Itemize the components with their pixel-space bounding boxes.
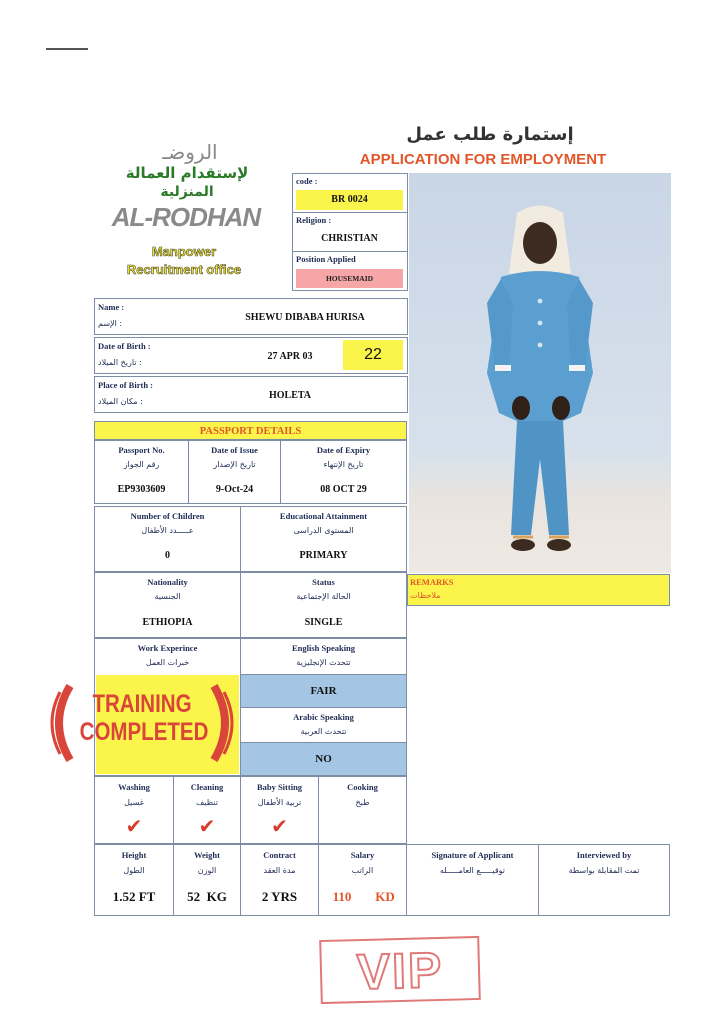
signature-cell bbox=[406, 844, 539, 916]
interview-cell bbox=[538, 844, 670, 916]
english-value: FAIR bbox=[310, 685, 337, 697]
passport-number-value: EP9303609 bbox=[117, 484, 166, 495]
passport-expiry-label: Date of Expiry bbox=[316, 445, 371, 455]
nationality-cell bbox=[94, 572, 241, 638]
arabic-value-cell bbox=[240, 742, 407, 776]
skill-washing-cell bbox=[94, 776, 174, 844]
contract-label: Contract bbox=[263, 850, 296, 860]
name-label-arabic: الإسم : bbox=[98, 319, 123, 328]
code-value: BR 0024 bbox=[296, 190, 403, 210]
vip-stamp-text: VIP bbox=[356, 941, 445, 1001]
signature-label: Signature of Applicant bbox=[431, 850, 514, 860]
passport-expiry-label-arabic: تاريخ الإنتهاء bbox=[323, 460, 364, 469]
passport-issue-cell bbox=[188, 440, 281, 504]
skill-babysitting-cell bbox=[240, 776, 319, 844]
dob-label: Date of Birth : bbox=[98, 341, 151, 351]
english-label-cell bbox=[240, 638, 407, 675]
dob-label-arabic: تاريخ الميلاد : bbox=[98, 358, 142, 367]
training-stamp-line2: COMPLETED bbox=[79, 718, 209, 746]
position-box bbox=[292, 251, 408, 291]
name-label: Name : bbox=[98, 302, 125, 312]
skill-cleaning-check-icon: ✔ bbox=[198, 814, 216, 838]
children-value: 0 bbox=[165, 550, 170, 561]
weight-cell bbox=[173, 844, 241, 916]
salary-label: Salary bbox=[350, 850, 375, 860]
salary-value: 110 bbox=[332, 889, 352, 904]
pob-label: Place of Birth : bbox=[98, 380, 153, 390]
salary-label-arabic: الراتب bbox=[351, 866, 374, 875]
skill-cleaning-label-arabic: تنظيف bbox=[196, 798, 218, 807]
title-english: APPLICATION FOR EMPLOYMENT bbox=[359, 151, 607, 168]
logo-sub1: Manpower bbox=[151, 244, 217, 259]
work-experience-label-arabic: خبرات العمل bbox=[145, 658, 190, 667]
position-label: Position Applied bbox=[296, 254, 356, 264]
education-label: Educational Attainment bbox=[279, 511, 368, 521]
code-label: code : bbox=[296, 176, 318, 186]
logo-line2-arabic: المنزلية bbox=[160, 184, 214, 200]
contract-cell bbox=[240, 844, 319, 916]
passport-section-title: PASSPORT DETAILS bbox=[94, 421, 407, 440]
arabic-label-arabic: تتحدث العربية bbox=[300, 727, 347, 736]
religion-box bbox=[292, 212, 408, 252]
english-label: English Speaking bbox=[291, 643, 356, 653]
english-value-cell bbox=[240, 674, 407, 708]
arabic-value: NO bbox=[315, 753, 332, 765]
applicant-figure bbox=[409, 173, 671, 573]
height-value: 1.52 FT bbox=[112, 889, 156, 904]
status-label-arabic: الحالة الإجتماعية bbox=[296, 592, 351, 601]
age-value: 22 bbox=[343, 340, 403, 370]
children-label: Number of Children bbox=[130, 511, 205, 521]
skill-cleaning-cell bbox=[173, 776, 241, 844]
passport-issue-value: 9-Oct-24 bbox=[215, 484, 254, 495]
interview-label-arabic: تمت المقابلة بواسطة bbox=[568, 866, 640, 875]
passport-expiry-value: 08 OCT 29 bbox=[320, 484, 367, 495]
salary-cell bbox=[318, 844, 407, 916]
passport-number-cell bbox=[94, 440, 189, 504]
children-label-arabic: عـــــدد الأطفال bbox=[141, 526, 194, 535]
status-label: Status bbox=[312, 577, 335, 587]
passport-expiry-cell bbox=[280, 440, 407, 504]
pob-row bbox=[94, 376, 408, 413]
applicant-photo bbox=[409, 173, 671, 573]
logo-sub2: Recruitment office bbox=[126, 262, 242, 277]
height-label: Height bbox=[121, 850, 147, 860]
position-value: HOUSEMAID bbox=[296, 269, 403, 288]
skill-washing-check-icon: ✔ bbox=[125, 814, 143, 838]
weight-value: 52 KG bbox=[187, 889, 227, 904]
arabic-label: Arabic Speaking bbox=[293, 712, 354, 722]
training-stamp-line1: TRAINING bbox=[92, 690, 192, 718]
passport-issue-label-arabic: تاريخ الإصدار bbox=[213, 460, 256, 469]
logo-brand: AL-RODHAN bbox=[111, 202, 261, 232]
remarks-label: REMARKS bbox=[410, 577, 454, 587]
english-label-arabic: تتحدث الإنجليزية bbox=[296, 658, 351, 667]
skill-cleaning-label: Cleaning bbox=[190, 782, 224, 792]
remarks-label-arabic: ملاحظات bbox=[410, 591, 441, 600]
status-cell bbox=[240, 572, 407, 638]
passport-issue-label: Date of Issue bbox=[211, 445, 258, 455]
vip-stamp bbox=[319, 936, 481, 1004]
contract-label-arabic: مدة العقد bbox=[263, 866, 296, 875]
training-completed-stamp bbox=[46, 682, 238, 764]
pob-value: HOLETA bbox=[268, 390, 312, 401]
nationality-label: Nationality bbox=[147, 577, 188, 587]
logo-line1-arabic: لإستقدام العمالة bbox=[125, 164, 249, 182]
religion-value: CHRISTIAN bbox=[321, 233, 378, 244]
arabic-label-cell bbox=[240, 707, 407, 743]
passport-number-label-arabic: رقم الجواز bbox=[123, 460, 160, 469]
religion-label: Religion : bbox=[296, 215, 332, 225]
work-experience-label: Work Experince bbox=[137, 643, 198, 653]
title-arabic: إستمارة طلب عمل bbox=[406, 124, 574, 145]
skill-cooking-label: Cooking bbox=[347, 782, 378, 792]
weight-label-arabic: الوزن bbox=[197, 866, 217, 875]
logo bbox=[96, 140, 286, 280]
passport-number-label: Passport No. bbox=[118, 445, 165, 455]
education-value: PRIMARY bbox=[299, 550, 348, 561]
scan-mark bbox=[46, 48, 88, 50]
education-cell bbox=[240, 506, 407, 572]
status-value: SINGLE bbox=[304, 617, 343, 628]
nationality-value: ETHIOPIA bbox=[142, 617, 193, 628]
skill-babysitting-check-icon: ✔ bbox=[271, 814, 288, 838]
dob-row bbox=[94, 337, 408, 374]
salary-unit: KD bbox=[375, 889, 395, 904]
dob-value: 27 APR 03 bbox=[267, 351, 313, 362]
signature-label-arabic: توقيـــــع العامـــــله bbox=[439, 866, 505, 875]
skill-washing-label-arabic: غسيل bbox=[124, 798, 144, 807]
height-label-arabic: الطول bbox=[123, 866, 145, 875]
skill-babysitting-label-arabic: تربية الأطفال bbox=[257, 798, 302, 807]
interview-label: Interviewed by bbox=[576, 850, 632, 860]
nationality-label-arabic: الجنسية bbox=[154, 592, 181, 601]
contract-value: 2 YRS bbox=[261, 889, 298, 904]
skill-cooking-label-arabic: طبخ bbox=[355, 798, 370, 807]
skill-cooking-cell bbox=[318, 776, 407, 844]
education-label-arabic: المستوى الدراسى bbox=[293, 526, 354, 535]
pob-label-arabic: مكان الميلاد : bbox=[98, 397, 143, 406]
children-cell bbox=[94, 506, 241, 572]
name-value: SHEWU DIBABA HURISA bbox=[245, 312, 365, 323]
remarks-box bbox=[407, 574, 670, 606]
skill-washing-label: Washing bbox=[118, 782, 150, 792]
height-cell bbox=[94, 844, 174, 916]
code-box bbox=[292, 173, 408, 213]
name-row bbox=[94, 298, 408, 335]
skill-babysitting-label: Baby Sitting bbox=[256, 782, 303, 792]
logo-name-arabic: الروضـ bbox=[162, 140, 218, 164]
weight-label: Weight bbox=[194, 850, 220, 860]
